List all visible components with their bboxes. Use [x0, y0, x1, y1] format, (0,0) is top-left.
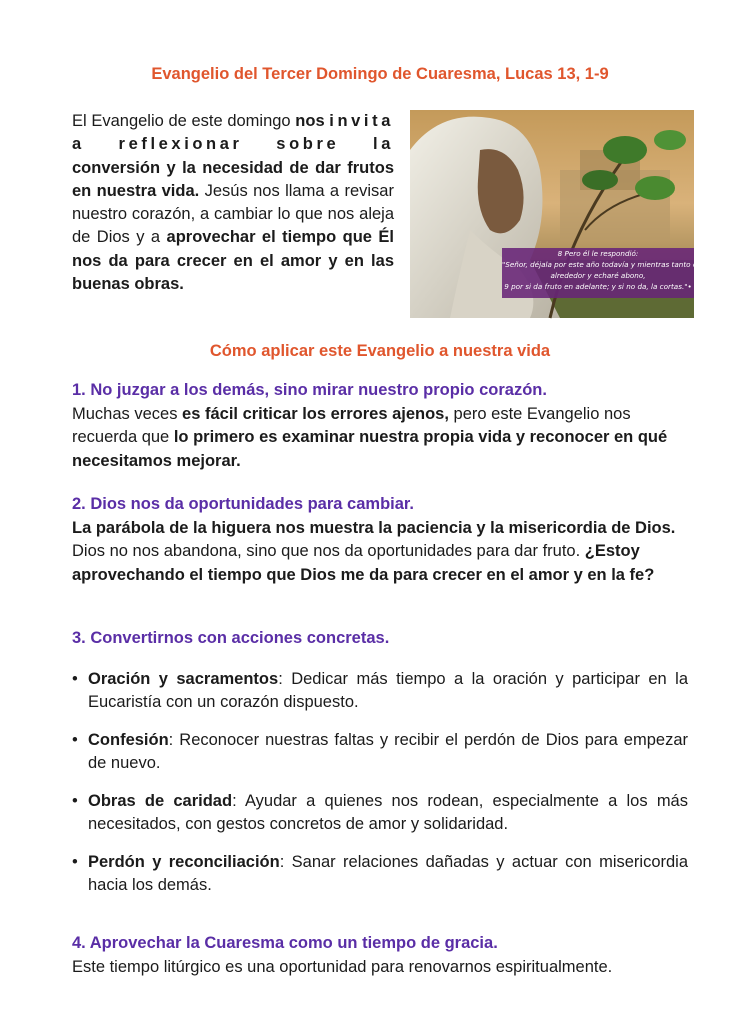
section-1-heading: 1. No juzgar a los demás, sino mirar nuestro propio corazón.: [72, 381, 547, 399]
section-2-bold-1: La parábola de la higuera nos muestra la paciencia y la misericordia de Dios.: [72, 519, 676, 537]
section-2-heading: 2. Dios nos da oportunidades para cambiar.: [72, 495, 415, 513]
bullet-marker: •: [72, 731, 78, 749]
intro-bold-1a: nos: [295, 112, 325, 130]
intro-paragraph: [72, 110, 394, 296]
section-1-bold-1: es fácil criticar los errores ajenos,: [182, 405, 449, 423]
list-item-term: Obras de caridad: [88, 792, 233, 810]
section-2-body: [72, 517, 688, 587]
section-4-heading: 4. Aprovechar la Cuaresma como un tiempo de gracia.: [72, 934, 498, 952]
intro-bold-2: aprovechar el tiempo que Él nos da para crecer en el amor y en las buenas obras.: [72, 228, 394, 294]
section-2-bold-2: ¿Estoy aprovechando el tiempo que Dios me da para crecer en el amor y en la fe?: [72, 542, 655, 584]
list-item-text: : Dedicar más tiempo a la oración y participar en la Eucaristía con un corazón dispuesto.: [88, 670, 689, 712]
list-item-term: Perdón y reconciliación: [88, 853, 280, 871]
bullet-marker: •: [72, 853, 78, 871]
section-3-heading: 3. Convertirnos con acciones concretas.: [72, 629, 390, 647]
intro-bold-1d: frutos en nuestra vida.: [72, 158, 394, 200]
caption-line-2: "Señor, déjala por este año todavía y mientras tanto cavaré a su: [502, 260, 735, 269]
section-2-text-1: Dios no nos abandona, sino que nos da oportunidades para dar fruto.: [72, 542, 585, 561]
jesus-fig-tree-image: [410, 110, 735, 318]
bullet-marker: •: [72, 670, 78, 688]
intro-bold-1b: invita a reflexionar sobre la: [72, 112, 394, 154]
image-caption: [502, 248, 735, 298]
intro-bold-1c: conversión y la necesidad de dar: [72, 158, 341, 177]
document-title: Evangelio del Tercer Domingo de Cuaresma, Lucas 13, 1-9: [151, 65, 609, 83]
section-subtitle: Cómo aplicar este Evangelio a nuestra vida: [209, 342, 551, 360]
section-1-bold-2: lo primero es examinar nuestra propia vida y reconocer en qué necesitamos mejorar.: [72, 428, 668, 470]
list-item-text: : Reconocer nuestras faltas y recibir el perdón de Dios para empezar de nuevo.: [88, 731, 688, 773]
caption-line-4: 9 por si da fruto en adelante; y si no da, la cortas."•: [504, 282, 692, 291]
bullet-marker: •: [72, 792, 78, 810]
section-1-body: [72, 403, 688, 473]
section-1-text-1: Muchas veces: [72, 405, 183, 423]
list-item-text: : Sanar relaciones dañadas y actuar con misericordia hacia los demás.: [88, 853, 689, 895]
list-item-text: : Ayudar a quienes nos rodean, especialmente a los más necesitados, con gestos concretos de amor y solidaridad.: [88, 792, 688, 834]
section-1-text-2: pero este Evangelio nos recuerda que: [72, 405, 631, 447]
caption-line-1: 8 Pero él le respondió:: [557, 249, 639, 258]
section-4-body: Este tiempo litúrgico es una oportunidad para renovarnos espiritualmente.: [72, 958, 613, 976]
list-item-term: Oración y sacramentos: [88, 670, 279, 688]
intro-text-1: El Evangelio de este domingo: [72, 112, 296, 130]
caption-line-3: alrededor y echaré abono,: [550, 271, 646, 280]
list-item-term: Confesión: [88, 731, 169, 749]
intro-text-2: Jesús nos llama a revisar nuestro corazón, a cambiar lo que nos aleja de Dios y a: [72, 181, 394, 247]
